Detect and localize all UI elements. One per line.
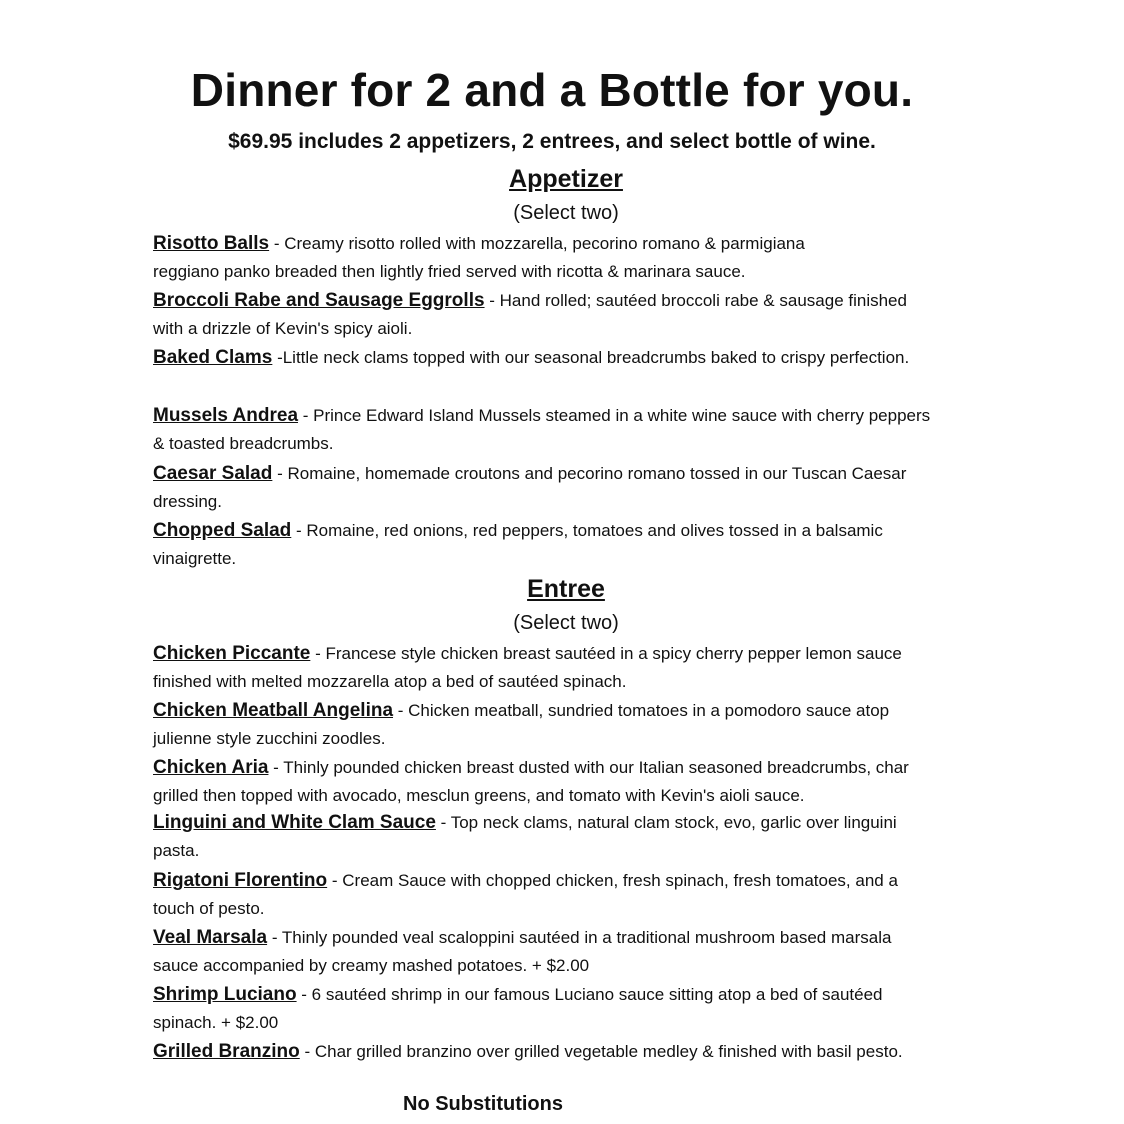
appetizer-item-baked-clams	[153, 344, 913, 372]
item-description: - Creamy risotto rolled with mozzarella, pecorino romano & parmigiana reggiano panko breaded then lightly fried served with ricotta & marinara sauce.	[153, 234, 805, 281]
entree-item-rigatoni-florentino	[153, 867, 923, 923]
entree-item-chicken-meatball-angelina	[153, 697, 923, 753]
item-description: - 6 sautéed shrimp in our famous Luciano sauce sitting atop a bed of sautéed spinach. + $2.00	[153, 985, 883, 1032]
item-name: Chicken Piccante	[153, 643, 311, 664]
item-name: Shrimp Luciano	[153, 984, 297, 1005]
menu-title: Dinner for 2 and a Bottle for you.	[190, 64, 914, 116]
appetizer-item-mussels-andrea	[153, 402, 938, 458]
menu-subtitle: $69.95 includes 2 appetizers, 2 entrees, and select bottle of wine.	[228, 130, 876, 153]
appetizer-heading: Appetizer	[509, 165, 623, 193]
item-name: Baked Clams	[153, 347, 273, 368]
item-name: Chopped Salad	[153, 520, 292, 541]
item-name: Mussels Andrea	[153, 405, 299, 426]
item-description: - Hand rolled; sautéed broccoli rabe & sausage finished with a drizzle of Kevin's spicy aioli.	[153, 291, 907, 338]
item-name: Broccoli Rabe and Sausage Eggrolls	[153, 290, 485, 311]
item-name: Grilled Branzino	[153, 1041, 300, 1062]
item-description: - Cream Sauce with chopped chicken, fresh spinach, fresh tomatoes, and a touch of pesto.	[153, 871, 898, 918]
item-description: - Romaine, homemade croutons and pecorino romano tossed in our Tuscan Caesar dressing.	[153, 464, 907, 511]
item-description: -Little neck clams topped with our seasonal breadcrumbs baked to crispy perfection.	[272, 348, 910, 367]
item-name: Veal Marsala	[153, 927, 268, 948]
item-description: - Prince Edward Island Mussels steamed in a white wine sauce with cherry peppers & toasted breadcrumbs.	[153, 406, 931, 453]
item-name: Rigatoni Florentino	[153, 870, 328, 891]
item-name: Chicken Aria	[153, 757, 269, 778]
item-name: Linguini and White Clam Sauce	[153, 812, 436, 833]
item-description: - Thinly pounded chicken breast dusted with our Italian seasoned breadcrumbs, char grilled then topped with avocado, mesclun greens, and tomato with Kevin's aioli sauce.	[153, 758, 909, 805]
entree-heading: Entree	[527, 575, 605, 603]
entree-select-note: (Select two)	[513, 612, 619, 634]
entree-item-shrimp-luciano	[153, 981, 903, 1037]
item-description: - Top neck clams, natural clam stock, evo, garlic over linguini pasta.	[153, 813, 897, 860]
item-description: - Char grilled branzino over grilled vegetable medley & finished with basil pesto.	[299, 1042, 903, 1061]
appetizer-item-risotto-balls	[153, 230, 873, 286]
item-name: Caesar Salad	[153, 463, 273, 484]
entree-item-veal-marsala	[153, 924, 903, 980]
no-substitutions-note: No Substitutions	[403, 1093, 563, 1115]
entree-item-grilled-branzino	[153, 1038, 923, 1066]
appetizer-item-caesar-salad	[153, 460, 923, 516]
appetizer-item-broccoli-rabe-eggrolls	[153, 287, 913, 343]
item-description: - Chicken meatball, sundried tomatoes in a pomodoro sauce atop julienne style zucchini zoodles.	[153, 701, 890, 748]
item-name: Risotto Balls	[153, 233, 270, 254]
item-name: Chicken Meatball Angelina	[153, 700, 394, 721]
entree-item-linguini-clam-sauce	[153, 809, 923, 865]
appetizer-item-chopped-salad	[153, 517, 958, 573]
entree-item-chicken-aria	[153, 754, 948, 810]
entree-item-chicken-piccante	[153, 640, 923, 696]
appetizer-select-note: (Select two)	[513, 202, 619, 224]
item-description: - Francese style chicken breast sautéed in a spicy cherry pepper lemon sauce finished with melted mozzarella atop a bed of sautéed spinach.	[153, 644, 902, 691]
item-description: - Romaine, red onions, red peppers, tomatoes and olives tossed in a balsamic vinaigrette.	[153, 521, 883, 568]
item-description: - Thinly pounded veal scaloppini sautéed in a traditional mushroom based marsala sauce accompanied by creamy mashed potatoes. + $2.00	[153, 928, 892, 975]
